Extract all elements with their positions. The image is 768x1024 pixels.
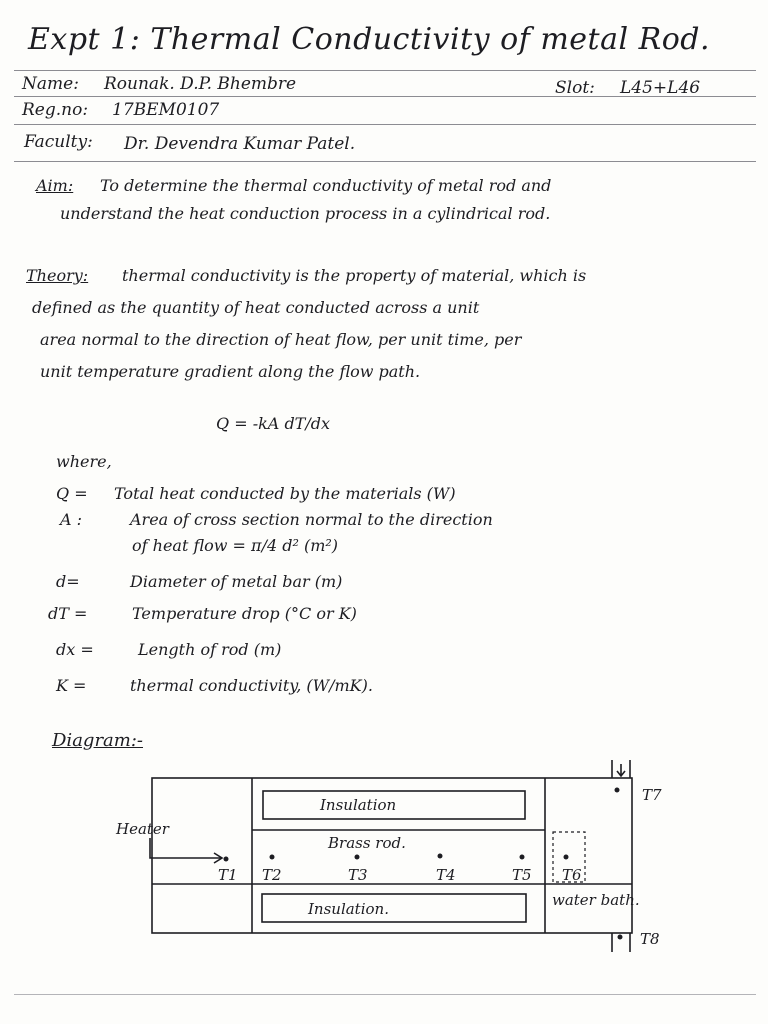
sensor-t2-label: T2 [262, 866, 282, 884]
theory-line-2: defined as the quantity of heat conducted across a unit [32, 298, 480, 317]
var-description: Temperature drop (°C or K) [132, 604, 357, 623]
var-symbol: d= [56, 572, 80, 591]
regno-label: Reg.no: [22, 100, 89, 120]
var-symbol: A : [60, 510, 83, 529]
water-bath-label: water bath. [552, 891, 640, 909]
student-name: Rounak. D.P. Bhembre [104, 74, 297, 94]
var-description: thermal conductivity, (W/mK). [130, 676, 373, 695]
formula: Q = -kA dT/dx [216, 414, 331, 433]
sensor-t6-label: T6 [562, 866, 582, 884]
aim-label: Aim: [36, 176, 74, 195]
sensor-t1-label: T1 [218, 866, 238, 884]
sensor-t3-dot [355, 855, 360, 860]
sensor-t5-label: T5 [512, 866, 532, 884]
water-inlet-arrow [617, 764, 625, 776]
var-symbol: Q = [56, 484, 88, 503]
var-symbol: dx = [56, 640, 94, 659]
theory-label: Theory: [26, 266, 89, 285]
sensor-t3-label: T3 [348, 866, 368, 884]
slot-value: L45+L46 [620, 78, 701, 98]
var-description: of heat flow = π/4 d² (m²) [132, 536, 339, 555]
sensor-t8-label: T8 [640, 930, 660, 948]
sensor-t4-label: T4 [436, 866, 456, 884]
aim-line-2: understand the heat conduction process in a cylindrical rod. [60, 204, 551, 223]
insulation-top-label: Insulation [320, 796, 397, 814]
var-symbol: dT = [48, 604, 88, 623]
where-label: where, [56, 452, 112, 471]
regno-value: 17BEM0107 [112, 100, 220, 120]
var-symbol: K = [56, 676, 87, 695]
sensor-t5-dot [520, 855, 525, 860]
heater-label: Heater [116, 820, 169, 838]
sensor-t4-dot [438, 854, 443, 859]
faculty-label: Faculty: [24, 132, 93, 152]
brass-rod-label: Brass rod. [328, 834, 406, 852]
sensor-t1-dot [224, 857, 229, 862]
theory-line-3: area normal to the direction of heat flow, per unit time, per [40, 330, 522, 349]
insulation-bottom-label: Insulation. [308, 900, 389, 918]
heater-arrow [150, 838, 222, 858]
sensor-t8-dot [618, 935, 623, 940]
sensor-t7-dot [615, 788, 620, 793]
var-description: Length of rod (m) [138, 640, 282, 659]
insulation-bottom-box [262, 894, 526, 922]
name-label: Name: [22, 74, 79, 94]
aim-line-1: To determine the thermal conductivity of metal rod and [100, 176, 552, 195]
diagram-heading: Diagram:- [52, 730, 143, 751]
theory-line-1: thermal conductivity is the property of material, which is [122, 266, 587, 285]
var-description: Diameter of metal bar (m) [130, 572, 343, 591]
var-description: Total heat conducted by the materials (W) [114, 484, 456, 503]
slot-label: Slot: [555, 78, 595, 98]
ruled-line [14, 994, 756, 995]
faculty-name: Dr. Devendra Kumar Patel. [124, 134, 356, 154]
var-description: Area of cross section normal to the direction [130, 510, 493, 529]
theory-line-4: unit temperature gradient along the flow path. [40, 362, 421, 381]
sensor-t6-dot [564, 855, 569, 860]
experiment-title: Expt 1: Thermal Conductivity of metal Rod. [28, 22, 710, 57]
sensor-t2-dot [270, 855, 275, 860]
sensor-t7-label: T7 [642, 786, 662, 804]
